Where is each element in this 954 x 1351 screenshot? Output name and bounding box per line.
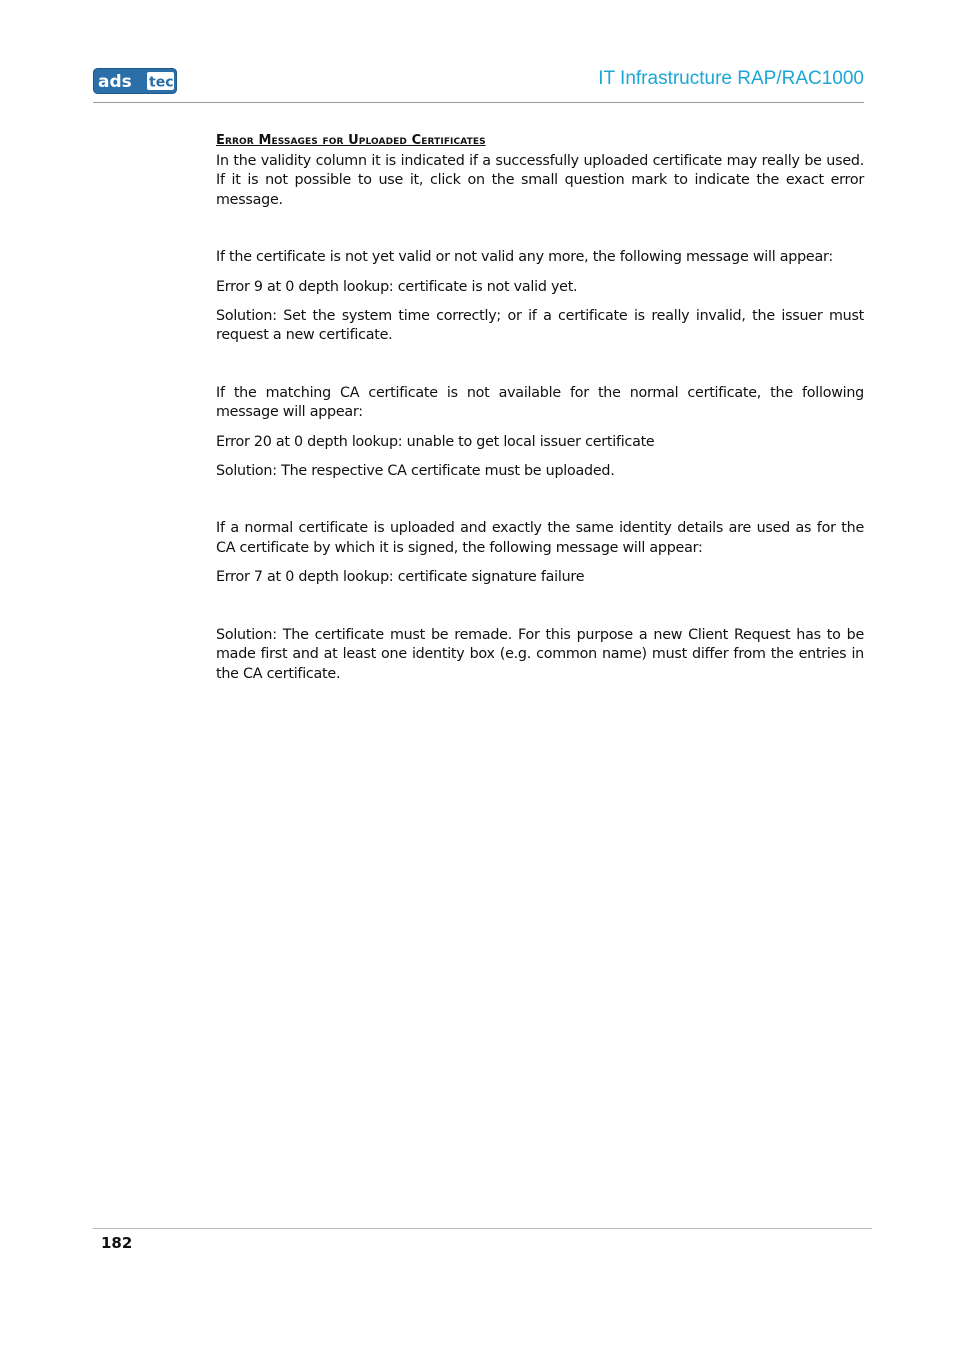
paragraph-missing-ca-intro: If the matching CA certificate is not available for the normal certificate, the following message will appear: [216, 384, 864, 421]
error-message-9: Error 9 at 0 depth lookup: certificate is not valid yet. [216, 278, 578, 295]
solution-error-9: Solution: Set the system time correctly; or if a certificate is really invalid, the issuer must request a new certificate. [216, 308, 864, 344]
footer-divider [93, 1228, 872, 1229]
section-heading: Error Messages for Uploaded Certificates [216, 133, 486, 148]
paragraph-same-identity-intro: If a normal certificate is uploaded and exactly the same identity details are used as for the CA certificate by which it is signed, the following message will appear: [216, 520, 864, 556]
error-message-7: Error 7 at 0 depth lookup: certificate signature failure [216, 569, 585, 586]
header-divider [93, 102, 864, 103]
paragraph-not-valid-intro: If the certificate is not yet valid or not valid any more, the following message will appear: [216, 249, 833, 266]
document-title: IT Infrastructure RAP/RAC1000 [598, 68, 864, 89]
section-content [216, 133, 864, 684]
page-number: 182 [101, 1234, 133, 1252]
error-message-20: Error 20 at 0 depth lookup: unable to get local issuer certificate [216, 433, 655, 450]
solution-error-20: Solution: The respective CA certificate must be uploaded. [216, 463, 615, 480]
ads-tec-logo [93, 68, 177, 94]
solution-error-7: Solution: The certificate must be remade. For this purpose a new Client Request has to be made first and at least one identity box (e.g. common name) must differ from the entries in the CA certificate. [216, 626, 864, 682]
paragraph-intro: In the validity column it is indicated if a successfully uploaded certificate may really be used. If it is not possible to use it, click on the small question mark to indicate the exact error message. [216, 153, 864, 208]
svg-text:tec: tec [149, 74, 174, 91]
svg-text:ads: ads [98, 72, 132, 92]
